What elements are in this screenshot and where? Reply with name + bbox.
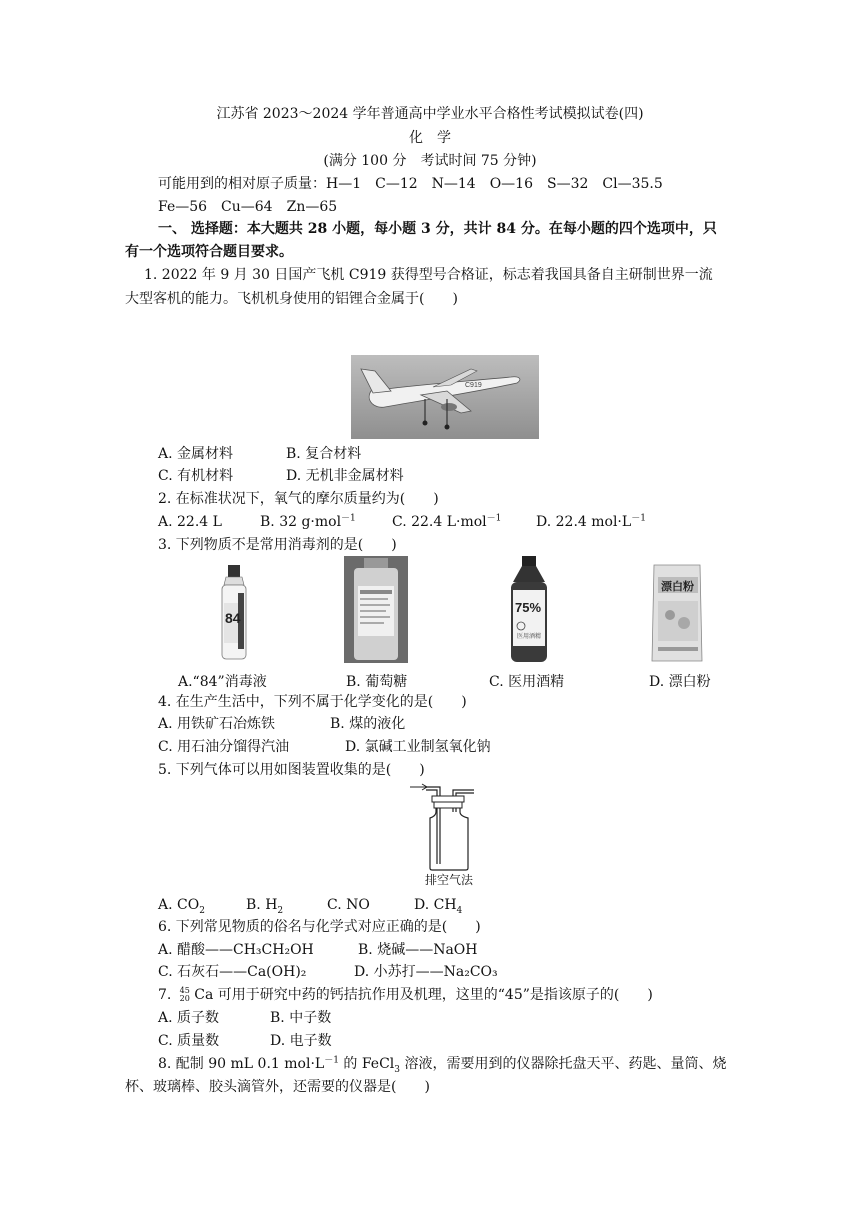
q5-option-d [414,895,462,915]
q1-option-d: D. 无机非金属材料 [286,468,404,484]
q2-option-b [260,512,356,532]
q3-option-c: C. 医用酒精 [489,674,565,690]
q7-option-d: D. 电子数 [270,1033,332,1049]
q4-option-d: D. 氯碱工业制氢氧化钠 [345,739,491,755]
q1-stem-line1: 1. 2022 年 9 月 30 日国产飞机 C919 获得型号合格证，标志着我国具备自主研制世界一流 [144,267,713,283]
q5-option-c: C. NO [327,897,370,913]
bleaching-powder-bag [650,563,704,663]
q3-stem: 3. 下列物质不是常用消毒剂的是( ) [158,537,397,553]
atomic-masses-line1: 可能用到的相对原子质量：H—1 C—12 N—14 O—16 S—32 Cl—35.5 [158,176,663,192]
q1-option-a: A. 金属材料 [158,446,234,462]
q7-stem [158,985,653,1005]
q5-option-a-sub: 2 [199,905,205,916]
subject: 化 学 [409,130,451,146]
glucose-iv-bottle-photo [344,556,408,663]
q8-l1-sup: －1 [324,1055,339,1066]
bottle-75-text: 75% [515,600,542,615]
q5-stem: 5. 下列气体可以用如图装置收集的是( ) [158,762,425,778]
q2-option-a: A. 22.4 L [158,514,222,530]
q3-option-a: A.“84”消毒液 [178,674,267,690]
q5-option-d-sub: 4 [456,905,463,916]
q6-option-d: D. 小苏打——Na₂CO₃ [354,964,498,980]
q8-l1-b: 的 FeCl [338,1056,395,1072]
exam-title: 江苏省 2023～2024 学年普通高中学业水平合格性考试模拟试卷(四) [216,106,644,122]
section1-heading-line2: 有一个选项符合题目要求。 [125,244,293,260]
q6-option-a: A. 醋酸——CH₃CH₂OH [158,942,314,958]
q3-option-d: D. 漂白粉 [649,674,711,690]
gas-collection-apparatus [408,782,488,890]
atomic-masses-line2: Fe—56 Cu—64 Zn—65 [158,199,338,215]
nuclide-mass-number: 45 [179,986,190,995]
bottle-84-text: 84 [225,610,241,626]
q8-stem-line1 [158,1054,726,1074]
q2-option-b-sup: －1 [341,513,356,524]
q4-option-c: C. 用石油分馏得汽油 [158,739,290,755]
q1-option-b: B. 复合材料 [286,446,362,462]
q2-option-c [392,512,501,532]
nuclide-notation [178,987,190,1003]
q2-option-c-sup: －1 [486,513,502,524]
q7-number: 7. [158,987,172,1003]
q8-stem-line2: 杯、玻璃棒、胶头滴管外，还需要的仪器是( ) [125,1079,430,1095]
q2-option-d-sup: －1 [631,513,646,524]
nuclide-atomic-number: 20 [179,994,190,1003]
q1-stem-line2: 大型客机的能力。飞机机身使用的铝锂合金属于( ) [125,291,458,307]
q2-option-d-main: D. 22.4 mol·L [536,514,632,530]
q3-option-b: B. 葡萄糖 [346,674,408,690]
q5-option-a-main: A. CO [158,897,200,913]
q4-option-a: A. 用铁矿石冶炼铁 [158,716,276,732]
q4-option-b: B. 煤的液化 [330,716,406,732]
q4-stem: 4. 在生产生活中，下列不属于化学变化的是( ) [158,694,467,710]
q6-option-b: B. 烧碱——NaOH [358,942,478,958]
medical-alcohol-bottle [507,556,551,664]
q8-l1-sub: 3 [394,1064,400,1075]
q1-option-c: C. 有机材料 [158,468,234,484]
q8-l1-c: 溶液，需要用到的仪器除托盘天平、药匙、量筒、烧 [400,1056,727,1072]
q7-option-a: A. 质子数 [158,1010,220,1026]
section1-heading-line1: 一、 选择题：本大题共 28 小题，每小题 3 分，共计 84 分。在每小题的四个选项中，只 [158,221,717,237]
q5-option-b-main: B. H [246,897,278,913]
q2-option-b-main: B. 32 g·mol [260,514,342,530]
q2-option-c-main: C. 22.4 L·mol [392,514,487,530]
q2-option-d [536,512,646,532]
bag-brand: 漂白粉 [661,580,694,593]
q5-option-b [246,895,283,915]
q5-option-a [158,895,205,915]
bottle-alcohol-label: 医用酒精 [517,633,542,640]
q6-stem: 6. 下列常见物质的俗名与化学式对应正确的是( ) [158,919,481,935]
c919-airplane-photo [351,355,539,439]
q2-stem: 2. 在标准状况下，氧气的摩尔质量约为( ) [158,491,439,507]
q5-option-b-sub: 2 [277,905,284,916]
q6-option-c: C. 石灰石——Ca(OH)₂ [158,964,307,980]
q8-l1-a: 8. 配制 90 mL 0.1 mol·L [158,1056,325,1072]
q7-stem-text: Ca 可用于研究中药的钙拮抗作用及机理，这里的“45”是指该原子的( ) [189,987,653,1003]
q7-option-b: B. 中子数 [270,1010,332,1026]
disinfectant-84-bottle [214,563,254,663]
exam-meta: (满分 100 分 考试时间 75 分钟) [323,153,537,169]
apparatus-caption: 排空气法 [425,873,474,887]
q7-option-c: C. 质量数 [158,1033,220,1049]
q5-option-d-main: D. CH [414,897,457,913]
plane-logo: C919 [465,382,482,389]
